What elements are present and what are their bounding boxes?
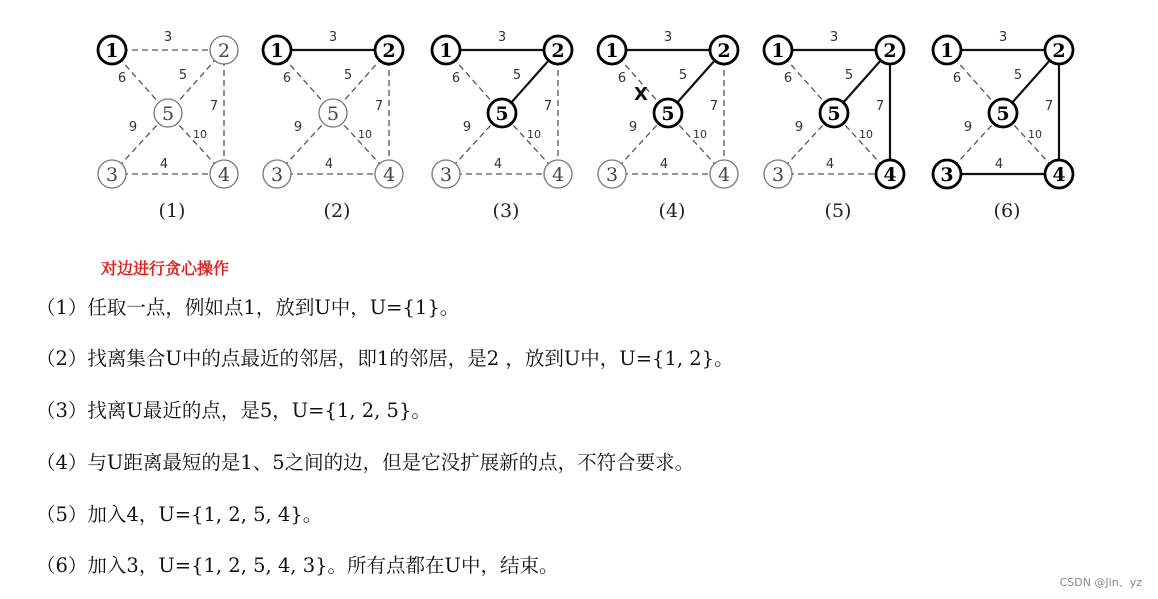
watermark: CSDN @Jin、yz [1059, 576, 1142, 589]
node-label: 1 [605, 40, 619, 62]
edge-weight-label: 6 [617, 71, 627, 86]
node-label: 5 [827, 103, 841, 125]
graph-svg [932, 20, 1082, 195]
node-label: 4 [551, 164, 565, 186]
edge-weight-label: 4 [659, 157, 669, 172]
edge-weight-label: 9 [128, 120, 138, 135]
node-2 [210, 36, 238, 64]
node-5-in-tree [488, 99, 516, 127]
edge-weight-label: 7 [543, 99, 553, 114]
edge-weight-label: 10 [1028, 128, 1042, 141]
edge-weight-label: 9 [293, 120, 303, 135]
panel-caption: (6) [993, 200, 1021, 222]
node-1-in-tree [432, 36, 460, 64]
edge-weight-label: 9 [963, 120, 973, 135]
node-3-in-tree [933, 160, 961, 188]
node-label: 4 [883, 164, 897, 186]
node-3 [764, 160, 792, 188]
edge-weight-label: 7 [209, 99, 219, 114]
node-label: 2 [1052, 40, 1066, 62]
node-5 [319, 99, 347, 127]
node-label: 2 [717, 40, 731, 62]
node-label: 2 [551, 40, 565, 62]
step-text-1: （1）任取一点，例如点1，放到U中，U={1}。 [36, 296, 460, 319]
edge-weight-label: 4 [825, 157, 835, 172]
edge-weight-label: 6 [117, 71, 127, 86]
panel-caption: (1) [158, 200, 186, 222]
node-4 [544, 160, 572, 188]
node-2-in-tree [544, 36, 572, 64]
panel-caption: (5) [824, 200, 852, 222]
edge-weight-label: 10 [193, 128, 207, 141]
graph-svg [431, 20, 581, 195]
edge-weight-label: 3 [497, 30, 507, 45]
edge-weight-label: 7 [709, 99, 719, 114]
node-3 [598, 160, 626, 188]
edge-weight-label: 5 [512, 68, 522, 83]
graph-panel-4 [597, 20, 757, 235]
rejected-edge-x-mark: X [634, 84, 648, 105]
node-4 [210, 160, 238, 188]
graph-svg [597, 20, 747, 195]
node-label: 1 [940, 40, 954, 62]
edge-weight-label: 7 [374, 99, 384, 114]
graph-panel-6 [932, 20, 1092, 235]
node-label: 1 [439, 40, 453, 62]
edge-weight-label: 5 [1013, 68, 1023, 83]
graph-panel-3 [431, 20, 591, 235]
node-label: 2 [217, 40, 231, 62]
node-5-in-tree [989, 99, 1017, 127]
node-5-in-tree [820, 99, 848, 127]
node-2-in-tree [876, 36, 904, 64]
edge-weight-label: 9 [462, 120, 472, 135]
node-1-in-tree [933, 36, 961, 64]
node-3 [263, 160, 291, 188]
node-label: 3 [439, 164, 453, 186]
node-5-in-tree [654, 99, 682, 127]
node-label: 5 [326, 103, 340, 125]
node-2-in-tree [375, 36, 403, 64]
edge-weight-label: 10 [859, 128, 873, 141]
step-text-6: （6）加入3，U={1, 2, 5, 4, 3}。所有点都在U中，结束。 [36, 554, 559, 577]
edge-weight-label: 10 [358, 128, 372, 141]
edge-weight-label: 4 [159, 157, 169, 172]
node-label: 2 [883, 40, 897, 62]
panel-caption: (2) [323, 200, 351, 222]
edge-weight-label: 5 [678, 68, 688, 83]
step-text-5: （5）加入4，U={1, 2, 5, 4}。 [36, 503, 323, 526]
edge-weight-label: 3 [829, 30, 839, 45]
node-label: 3 [105, 164, 119, 186]
node-label: 5 [996, 103, 1010, 125]
graph-svg [262, 20, 412, 195]
edge-weight-label: 5 [178, 68, 188, 83]
edge-weight-label: 5 [343, 68, 353, 83]
edge-weight-label: 5 [844, 68, 854, 83]
step-text-3: （3）找离U最近的点，是5，U={1, 2, 5}。 [36, 399, 431, 422]
node-3 [432, 160, 460, 188]
node-1-in-tree [764, 36, 792, 64]
prim-step-diagrams [0, 0, 1158, 240]
graph-svg [97, 20, 247, 195]
edge-weight-label: 7 [1044, 99, 1054, 114]
node-1-in-tree [98, 36, 126, 64]
edge-weight-label: 4 [493, 157, 503, 172]
edge-weight-label: 4 [994, 157, 1004, 172]
node-label: 4 [717, 164, 731, 186]
node-label: 4 [382, 164, 396, 186]
graph-panel-5 [763, 20, 923, 235]
node-label: 3 [605, 164, 619, 186]
node-label: 5 [161, 103, 175, 125]
node-label: 4 [217, 164, 231, 186]
edge-weight-label: 7 [875, 99, 885, 114]
node-label: 3 [771, 164, 785, 186]
edge-weight-label: 6 [783, 71, 793, 86]
node-label: 1 [270, 40, 284, 62]
node-5 [154, 99, 182, 127]
graph-svg [763, 20, 913, 195]
edge-weight-label: 6 [952, 71, 962, 86]
node-label: 1 [105, 40, 119, 62]
edge-weight-label: 9 [794, 120, 804, 135]
edge-weight-label: 3 [328, 30, 338, 45]
edge-weight-label: 6 [282, 71, 292, 86]
node-label: 4 [1052, 164, 1066, 186]
node-label: 1 [771, 40, 785, 62]
edge-weight-label: 9 [628, 120, 638, 135]
node-label: 5 [661, 103, 675, 125]
graph-panel-2 [262, 20, 422, 235]
node-label: 3 [270, 164, 284, 186]
node-label: 2 [382, 40, 396, 62]
edge-weight-label: 10 [527, 128, 541, 141]
edge-weight-label: 10 [693, 128, 707, 141]
node-label: 5 [495, 103, 509, 125]
edge-weight-label: 3 [998, 30, 1008, 45]
step-text-2: （2）找离集合U中的点最近的邻居，即1的邻居，是2 ，放到U中，U={1, 2}。 [36, 347, 734, 370]
graph-panel-1 [97, 20, 257, 235]
node-4-in-tree [1045, 160, 1073, 188]
node-1-in-tree [263, 36, 291, 64]
edge-weight-label: 4 [324, 157, 334, 172]
edge-weight-label: 6 [451, 71, 461, 86]
panel-caption: (3) [492, 200, 520, 222]
edge-weight-label: 3 [163, 30, 173, 45]
node-1-in-tree [598, 36, 626, 64]
node-4-in-tree [876, 160, 904, 188]
section-heading: 对边进行贪心操作 [101, 259, 230, 278]
node-4 [710, 160, 738, 188]
panel-caption: (4) [658, 200, 686, 222]
node-3 [98, 160, 126, 188]
node-4 [375, 160, 403, 188]
node-2-in-tree [710, 36, 738, 64]
edge-weight-label: 3 [663, 30, 673, 45]
step-text-4: （4）与U距离最短的是1、5之间的边，但是它没扩展新的点，不符合要求。 [36, 451, 695, 474]
node-label: 3 [940, 164, 954, 186]
node-2-in-tree [1045, 36, 1073, 64]
